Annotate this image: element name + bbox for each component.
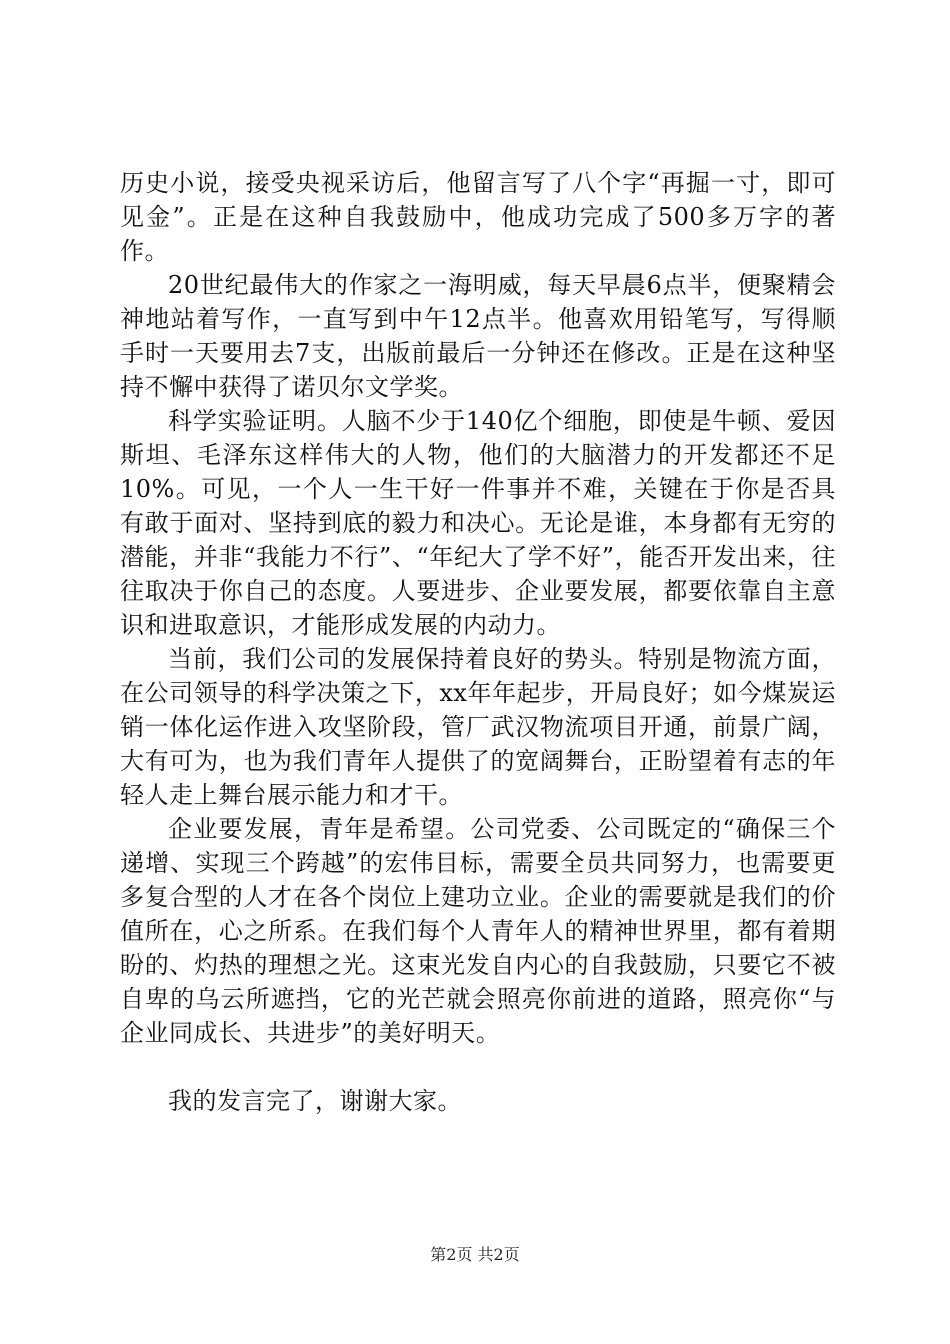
- paragraph-science-experiment: 科学实验证明。人脑不少于140亿个细胞，即使是牛顿、爱因斯坦、毛泽东这样伟大的人物，他们的大脑潜力的开发都还不足10%。可见，一个人一生干好一件事并不难，关键在于你是否具有敢于面对、坚持到底的毅力和决心。无论是谁，本身都有无穷的潜能，并非“我能力不行”、“年纪大了学不好”，能否开发出来，往往取决于你自己的态度。人要进步、企业要发展，都要依靠自主意识和进取意识，才能形成发展的内动力。: [120, 407, 836, 639]
- paragraph-youth-hope: 企业要发展，青年是希望。公司党委、公司既定的“确保三个递增、实现三个跨越”的宏伟目标，需要全员共同努力，也需要更多复合型的人才在各个岗位上建功立业。企业的需要就是我们的价值所在，心之所系。在我们每个人青年人的精神世界里，都有着期盼的、灼热的理想之光。这束光发自内心的自我鼓励，只要它不被自卑的乌云所遮挡，它的光芒就会照亮你前进的道路，照亮你“与企业同成长、共进步”的美好明天。: [120, 815, 836, 1047]
- paragraph-company-status: 当前，我们公司的发展保持着良好的势头。特别是物流方面，在公司领导的科学决策之下，xx年年起步，开局良好；如今煤炭运销一体化运作进入攻坚阶段，管厂武汉物流项目开通，前景广阔，大有可为，也为我们青年人提供了的宽阔舞台，正盼望着有志的年轻人走上舞台展示能力和才干。: [120, 645, 836, 809]
- closing-remark: 我的发言完了，谢谢大家。: [168, 1087, 462, 1115]
- paragraph-hemingway: 20世纪最伟大的作家之一海明威，每天早晨6点半，便聚精会神地站着写作，一直写到中午12点半。他喜欢用铅笔写，写得顺手时一天要用去7支，出版前最后一分钟还在修改。正是在这种坚持不懈中获得了诺贝尔文学奖。: [120, 271, 836, 401]
- page-number-label: 第2页 共2页: [430, 1245, 520, 1264]
- paragraph-continuation: 历史小说，接受央视采访后，他留言写了八个字“再掘一寸，即可见金”。正是在这种自我鼓励中，他成功完成了500多万字的著作。: [120, 169, 836, 265]
- page-footer: [0, 1245, 950, 1265]
- document-body: [120, 166, 836, 1118]
